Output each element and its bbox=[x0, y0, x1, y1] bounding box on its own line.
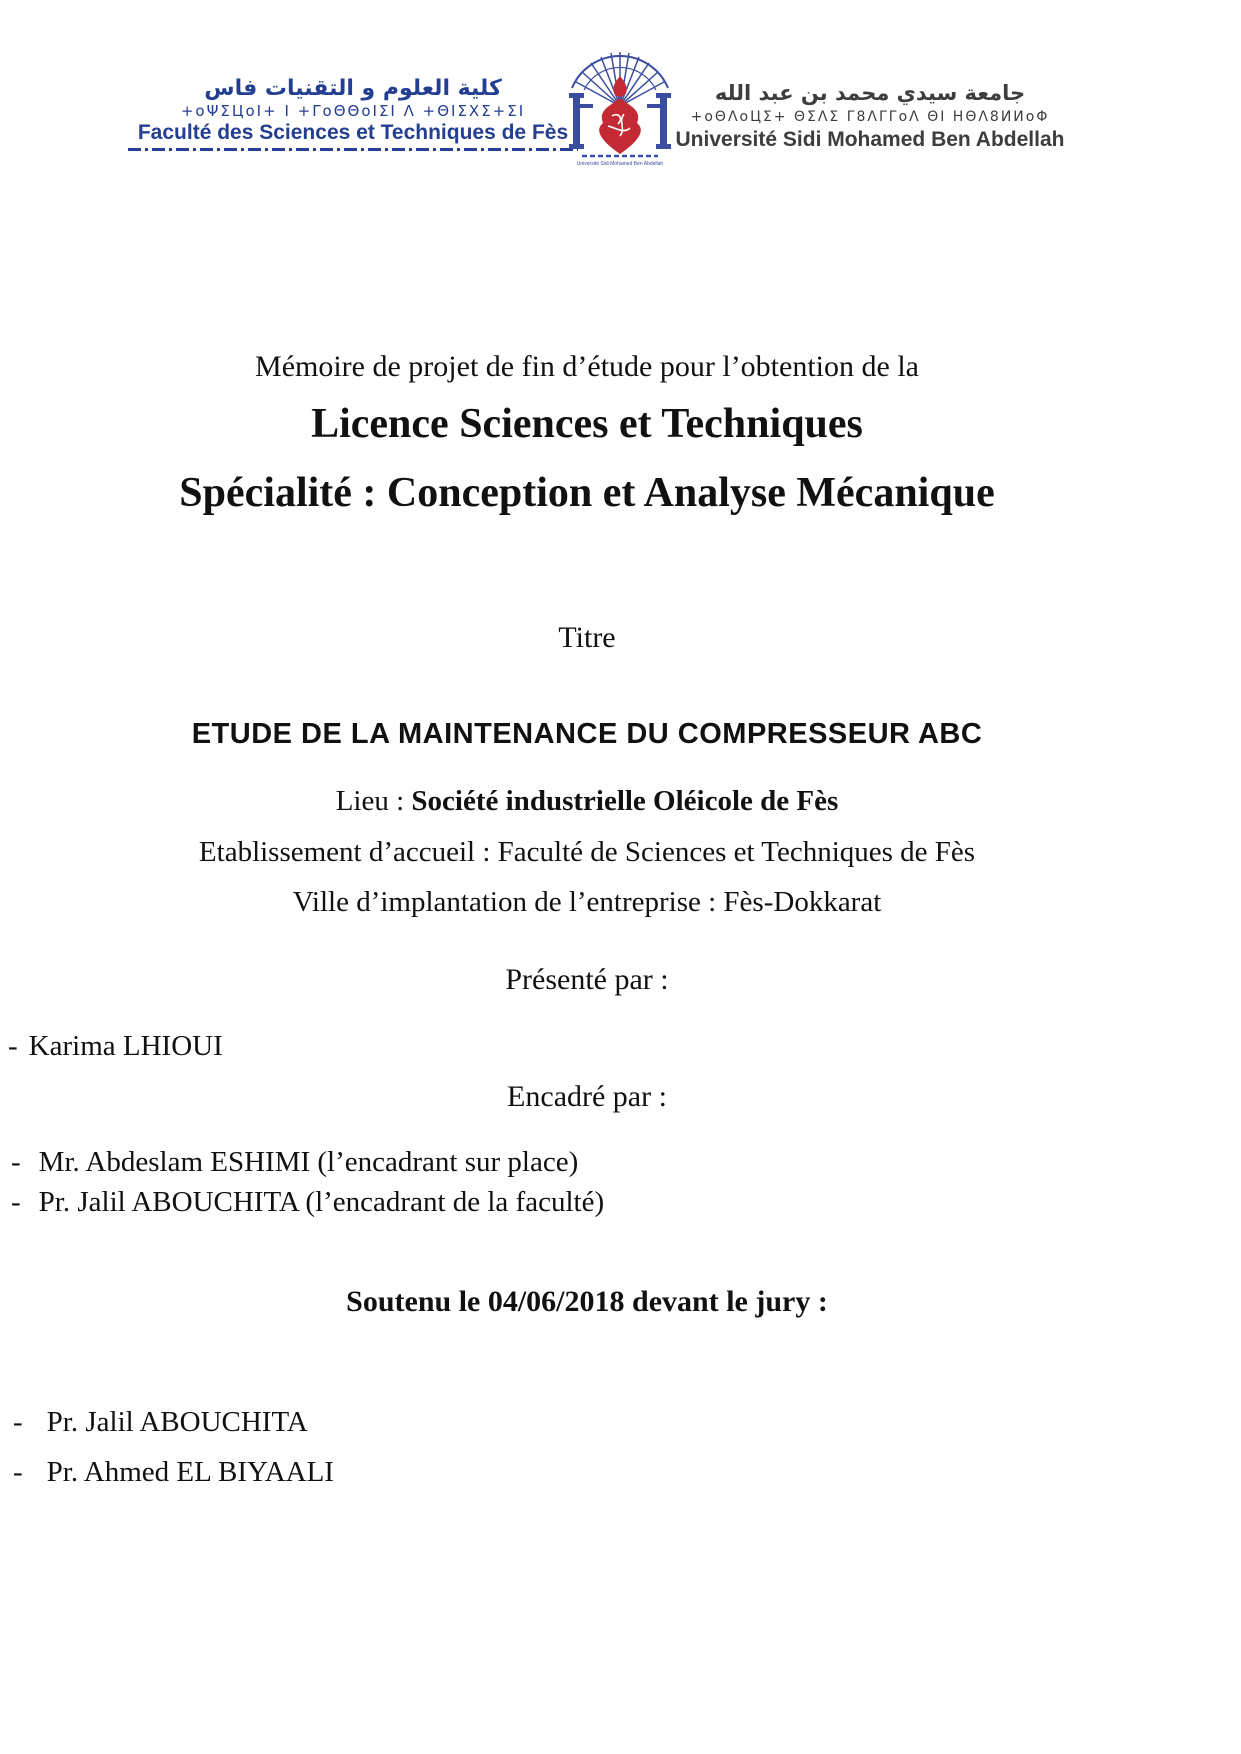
jury-member-name: Pr. Ahmed EL BIYAALI bbox=[46, 1456, 334, 1488]
bullet-dash: - bbox=[11, 1146, 21, 1178]
bullet-dash: - bbox=[13, 1406, 23, 1438]
faculty-name-latin: Faculté des Sciences et Techniques de Fès bbox=[137, 121, 569, 144]
title-label: Titre bbox=[558, 621, 616, 654]
supervisor-item bbox=[11, 1186, 604, 1219]
university-name-latin: Université Sidi Mohamed Ben Abdellah bbox=[675, 128, 1065, 151]
location-line bbox=[15, 785, 1159, 818]
author-item bbox=[8, 1030, 223, 1063]
defense-date-line: Soutenu le 04/06/2018 devant le jury : bbox=[346, 1285, 828, 1318]
svg-text:Université Sidi Mohamed Ben Ab: Université Sidi Mohamed Ben Abdellah bbox=[576, 161, 664, 167]
supervised-by-heading: Encadré par : bbox=[507, 1080, 667, 1113]
faculty-logo-block bbox=[128, 76, 578, 151]
host-institution-line: Etablissement d’accueil : Faculté de Sciences et Techniques de Fès bbox=[198, 836, 976, 868]
faculty-name-tifinagh: +oΨΣЦoI+ I +ΓoΘΘoIΣI Λ +ΘΙΣΧΣ+ΣΙ bbox=[180, 102, 526, 120]
location-label: Lieu : bbox=[335, 785, 412, 817]
bullet-dash: - bbox=[8, 1030, 18, 1062]
university-name-block bbox=[655, 80, 1085, 152]
jury-member-name: Pr. Jalil ABOUCHITA bbox=[46, 1406, 308, 1438]
jury-item bbox=[13, 1406, 308, 1439]
supervisor-name: Pr. Jalil ABOUCHITA (l’encadrant de la faculté) bbox=[38, 1186, 605, 1218]
intro-line: Mémoire de projet de fin d’étude pour l’obtention de la bbox=[255, 350, 919, 383]
author-name: Karima LHIOUI bbox=[28, 1030, 223, 1062]
supervisor-item bbox=[11, 1146, 578, 1179]
presented-by-heading: Présenté par : bbox=[505, 963, 669, 996]
specialty-title: Spécialité : Conception et Analyse Mécanique bbox=[179, 470, 995, 516]
location-value: Société industrielle Oléicole de Fès bbox=[411, 785, 839, 817]
jury-item bbox=[13, 1456, 334, 1489]
supervisor-name: Mr. Abdeslam ESHIMI (l’encadrant sur place) bbox=[38, 1146, 579, 1178]
bullet-dash: - bbox=[11, 1186, 21, 1218]
faculty-name-arabic: كلية العلوم و التقنيات فاس bbox=[204, 76, 502, 101]
degree-title: Licence Sciences et Techniques bbox=[311, 401, 863, 447]
university-name-tifinagh: +oΘΛoЦΣ+ ΘΣΛΣ Γ8ΛΓΓoΛ ΘΙ ΗΘΛ8ИИoΦ bbox=[690, 109, 1050, 125]
university-name-arabic: جامعة سيدي محمد بن عبد الله bbox=[714, 81, 1026, 105]
company-city-line: Ville d’implantation de l’entreprise : Fès-Dokkarat bbox=[292, 886, 882, 918]
header-dash-dot-divider bbox=[128, 148, 578, 151]
bullet-dash: - bbox=[13, 1456, 23, 1488]
thesis-title: ETUDE DE LA MAINTENANCE DU COMPRESSEUR ABC bbox=[191, 718, 983, 750]
